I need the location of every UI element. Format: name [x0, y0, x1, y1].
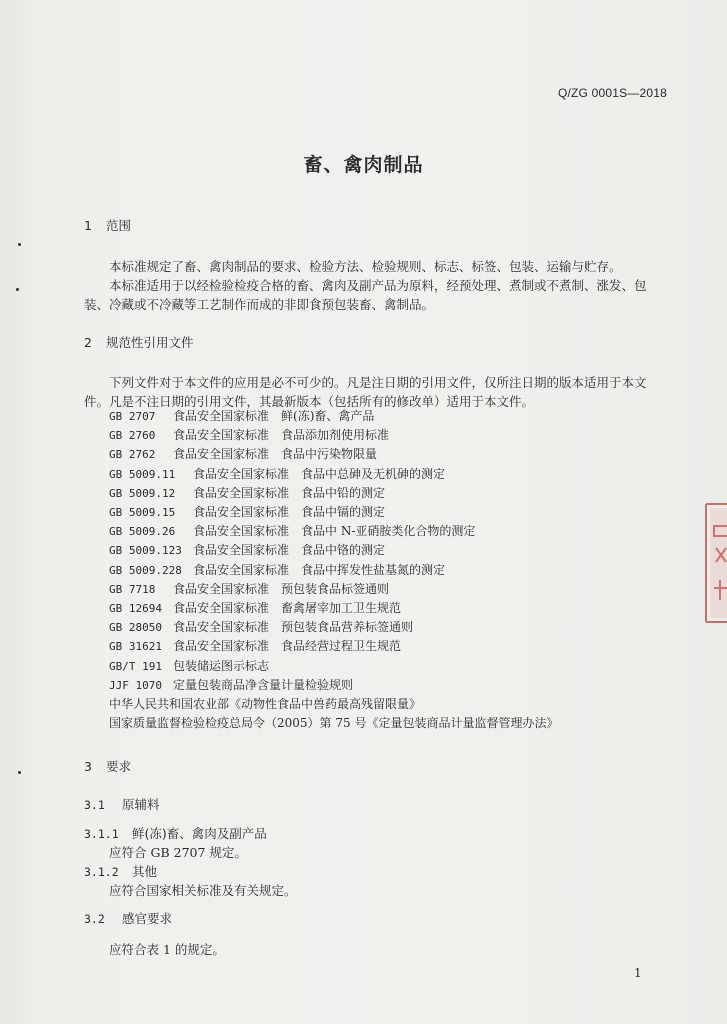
- reference-item: [109, 522, 570, 541]
- reference-code: GB 2707: [109, 410, 156, 423]
- reference-title: 食品安全国家标准: [173, 428, 270, 443]
- section-3-1-1-heading: [84, 824, 267, 842]
- reference-item: [109, 503, 570, 522]
- reference-subtitle: 食品中铅的测定: [301, 485, 386, 500]
- reference-item: [109, 407, 570, 426]
- section-number: 3: [84, 759, 92, 774]
- section-3-2-heading: [84, 909, 172, 927]
- page-title: 畜、禽肉制品: [303, 154, 424, 176]
- section-1-heading: [84, 216, 131, 234]
- subsection-title: 鲜(冻)畜、禽肉及副产品: [132, 826, 267, 841]
- reference-subtitle: 预包装食品标签通则: [281, 581, 390, 596]
- reference-item: [109, 541, 570, 560]
- section-number: 2: [84, 335, 92, 350]
- reference-item: [109, 676, 570, 695]
- subsection-number: 3.1.1: [84, 827, 119, 841]
- reference-code: GB 5009.123: [109, 544, 182, 558]
- scan-speck: [18, 771, 21, 774]
- reference-subtitle: 食品中挥发性盐基氮的测定: [301, 562, 446, 577]
- reference-item: [109, 465, 570, 484]
- reference-code: GB 12694: [109, 602, 162, 616]
- reference-code: GB 5009.12: [109, 486, 176, 500]
- subsection-title: 其他: [132, 864, 158, 879]
- document-number: Q/ZG 0001S—2018: [557, 86, 667, 100]
- reference-list: [109, 407, 570, 733]
- scan-speck: [18, 243, 21, 246]
- reference-code: GB 28050: [109, 621, 162, 635]
- section-3-1-2-text: 应符合国家相关标准及有关规定。: [109, 883, 297, 898]
- reference-item: [109, 637, 570, 656]
- section-3-1-heading: [84, 795, 160, 813]
- subsection-number: 3.2: [84, 912, 105, 926]
- page-number: 1: [634, 966, 642, 980]
- reference-subtitle: 食品添加剂使用标准: [281, 428, 390, 443]
- section-title: 规范性引用文件: [106, 335, 194, 350]
- section-3-2-text: 应符合表 1 的规定。: [109, 942, 225, 957]
- section-number: 1: [84, 218, 92, 233]
- reference-subtitle: 食品中总砷及无机砷的测定: [301, 466, 446, 481]
- reference-subtitle: 鲜(冻)畜、禽产品: [281, 409, 375, 423]
- section-3-1-1-text: 应符合 GB 2707 规定。: [109, 845, 247, 860]
- section-1-paragraph-1: 本标准规定了畜、禽肉制品的要求、检验方法、检验规则、标志、标签、包装、运输与贮存。: [109, 259, 622, 274]
- reference-title: 食品安全国家标准: [193, 485, 290, 500]
- section-2-heading: [84, 333, 194, 351]
- reference-item: [109, 714, 570, 733]
- reference-subtitle: 畜禽屠宰加工卫生规范: [281, 601, 402, 616]
- reference-item: [109, 657, 570, 676]
- reference-title: 包装储运图示标志: [173, 658, 270, 673]
- reference-title: 食品安全国家标准: [193, 543, 290, 558]
- reference-title: 食品安全国家标准: [193, 562, 290, 577]
- reference-item: [109, 580, 570, 599]
- reference-item: [109, 695, 570, 714]
- reference-title: 食品安全国家标准: [173, 409, 270, 423]
- reference-title: 食品安全国家标准: [173, 639, 270, 654]
- reference-subtitle: 预包装食品营养标签通则: [281, 620, 414, 635]
- reference-title: 食品安全国家标准: [193, 524, 290, 539]
- reference-code: GB 7718: [109, 582, 156, 596]
- reference-title: 食品安全国家标准: [173, 581, 270, 596]
- reference-item: [109, 618, 570, 637]
- section-1-paragraph-2: 本标准适用于以经检验检疫合格的畜、禽肉及副产品为原料，经预处理、煮制或不煮制、涨发、包装、冷藏或不冷藏等工艺制作而成的非即食预包装畜、禽制品。: [84, 278, 647, 312]
- reference-title: 食品安全国家标准: [173, 601, 270, 616]
- reference-subtitle: 食品经营过程卫生规范: [281, 639, 402, 654]
- scan-speck: [16, 288, 19, 291]
- subsection-number: 3.1.2: [84, 865, 119, 879]
- reference-code: GB 31621: [109, 640, 162, 654]
- reference-item: [109, 599, 570, 618]
- reference-code: JJF 1070: [109, 678, 162, 692]
- reference-code: GB 5009.15: [109, 506, 176, 520]
- reference-title: 食品安全国家标准: [173, 447, 270, 462]
- reference-title: 定量包装商品净含量计量检验规则: [173, 677, 354, 692]
- reference-title: 食品安全国家标准: [173, 620, 270, 635]
- reference-item: [109, 484, 570, 503]
- reference-title: 国家质量监督检验检疫总局令（2005）第 75 号《定量包装商品计量监督管理办法》: [109, 716, 559, 731]
- reference-item: [109, 445, 570, 464]
- section-3-1-2-heading: [84, 862, 157, 880]
- reference-subtitle: 食品中 N-亚硝胺类化合物的测定: [301, 524, 476, 539]
- reference-subtitle: 食品中污染物限量: [281, 447, 378, 462]
- subsection-number: 3.1: [84, 798, 105, 812]
- subsection-title: 感官要求: [122, 911, 173, 926]
- reference-title: 食品安全国家标准: [193, 505, 290, 520]
- reference-title: 食品安全国家标准: [193, 466, 290, 481]
- reference-code: GB 2762: [109, 448, 156, 462]
- reference-code: GB 5009.228: [109, 563, 182, 577]
- section-2-intro: 下列文件对于本文件的应用是必不可少的。凡是注日期的引用文件，仅所注日期的版本适用于本文件。凡是不注日期的引用文件，其最新版本（包括所有的修改单）适用于本文件。: [84, 375, 647, 409]
- reference-title: 中华人民共和国农业部《动物性食品中兽药最高残留限量》: [109, 697, 422, 712]
- reference-code: GB/T 191: [109, 659, 162, 673]
- reference-code: GB 5009.11: [109, 467, 176, 481]
- reference-subtitle: 食品中铬的测定: [301, 543, 386, 558]
- reference-code: GB 2760: [109, 429, 156, 443]
- subsection-title: 原辅料: [122, 797, 160, 812]
- section-title: 范围: [106, 218, 132, 233]
- reference-code: GB 5009.26: [109, 525, 176, 539]
- reference-subtitle: 食品中镉的测定: [301, 505, 386, 520]
- section-title: 要求: [106, 759, 132, 774]
- reference-item: [109, 426, 570, 445]
- section-3-heading: [84, 757, 131, 775]
- reference-item: [109, 561, 570, 580]
- partial-seal-stamp: [700, 498, 727, 628]
